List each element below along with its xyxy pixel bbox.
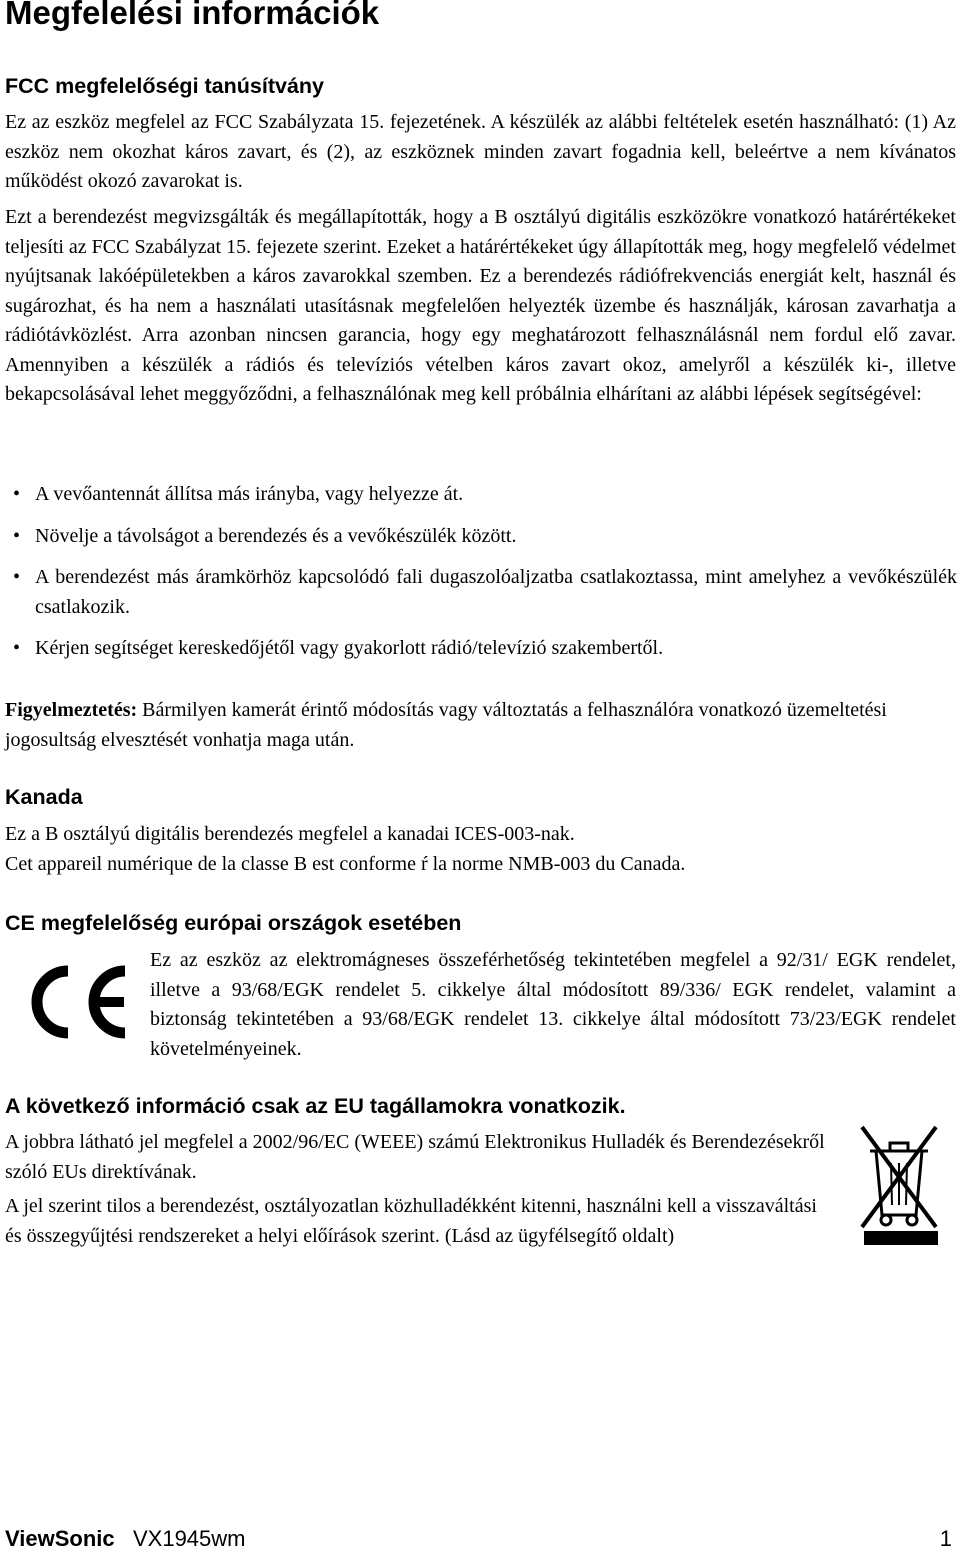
page-title: Megfelelési információk (5, 0, 380, 31)
ce-mark-icon (14, 962, 130, 1042)
list-item-text: A vevőantennát állítsa más irányba, vagy helyezze át. (35, 483, 464, 505)
canada-line-2: Cet appareil numérique de la classe B est conforme ŕ la norme NMB-003 du Canada. (5, 853, 686, 875)
canada-heading: Kanada (5, 785, 83, 809)
warning-label: Figyelmeztetés: (5, 699, 138, 721)
fcc-paragraph-1: Ez az eszköz megfelel az FCC Szabályzata 15. fejezetének. A készülék az alábbi feltételek esetén használható: (1) Az eszköz nem okozhat káros zavart, és (2), az eszköznek minden zavart fogadnia kell, beleértve a nem kívánatos működést okozó zavarokat is. (5, 111, 956, 192)
list-item (5, 634, 957, 664)
list-item-text: Növelje a távolságot a berendezés és a vevőkészülék között. (35, 524, 517, 547)
canada-line-1: Ez a B osztályú digitális berendezés megfelel a kanadai ICES-003-nak. (5, 823, 575, 845)
ce-heading: CE megfelelőség európai országok esetében (5, 911, 462, 935)
warning-text: Bármilyen kamerát érintő módosítás vagy változtatás a felhasználóra vonatkozó üzemeltetési jogosultság elvesztését vonhatja maga után. (5, 699, 887, 751)
list-item-text: A berendezést más áramkörhöz kapcsolódó fali dugaszolóaljzatba csatlakoztassa, mint amelyhez a vevőkészülék csatlakozik. (35, 566, 957, 618)
fcc-bullet-list (5, 480, 957, 676)
footer-page-number: 1 (939, 1526, 952, 1551)
list-item-text: Kérjen segítséget kereskedőjétől vagy gyakorlott rádió/televízió szakembertől. (35, 637, 664, 659)
fcc-warning (5, 696, 956, 755)
fcc-paragraph-2: Ezt a berendezést megvizsgálták és megállapították, hogy a B osztályú digitális eszközökre vonatkozó határértékeket teljesíti az FCC Szabályzat 15. fejezete szerint. Ezeket a határértékeket úgy állapították meg, hogy megfelelő védelmet nyújtsanak lakóépületekben a káros zavarokkal szemben. Ez a berendezés rádiófrekvenciás energiát kelt, használ és sugározhat, és ha nem a használati utasításnak megfelelően helyezték üzembe és használják, károsan zavarhatja a rádiótávközlést. Arra azonban nincsen garancia, hogy egy meghatározott felhasználásnál nem fordul elő zavar. Amennyiben a készülék a rádiós és televíziós vételben káros zavart okoz, amelyről a készülék ki-, illetve bekapcsolásával lehet meggyőződni, a felhasználónak meg kell próbálnia elhárítani az alábbi lépések segítségével: (5, 206, 956, 405)
eu-heading: A következő információ csak az EU tagállamokra vonatkozik. (5, 1094, 626, 1118)
list-item (5, 522, 957, 552)
list-item (5, 480, 957, 510)
fcc-heading: FCC megfelelőségi tanúsítvány (5, 74, 324, 98)
eu-paragraph-2: A jel szerint tilos a berendezést, osztályozatlan közhulladékként kitenni, használni kell a visszaváltási és összegyűjtési rendszereket a helyi előírások szerint. (Lásd az ügyfélsegítő oldalt) (5, 1195, 817, 1247)
list-item (5, 563, 957, 622)
footer-brand-model (5, 1526, 246, 1552)
eu-paragraph-1: A jobbra látható jel megfelel a 2002/96/EC (WEEE) számú Elektronikus Hulladék és Berendezésekről szóló EUs direktívának. (5, 1131, 825, 1183)
footer-model: VX1945wm (132, 1526, 246, 1551)
bullet-icon: • (13, 524, 21, 547)
bullet-icon: • (13, 566, 21, 588)
footer-brand: ViewSonic (5, 1526, 115, 1551)
ce-paragraph: Ez az eszköz az elektromágneses összeférhetőség tekintetében megfelel a 92/31/ EGK rendelet, illetve a 93/68/EGK rendelet 5. cikkelye által módosított 89/336/ EGK rendelet, valamint a biztonság tekintetében a 93/68/EGK rendelet 13. cikkelye által módosított 73/23/EGK rendelet követelményeinek. (150, 949, 956, 1060)
bullet-icon: • (13, 483, 21, 505)
bullet-icon: • (13, 637, 21, 659)
weee-crossed-bin-icon (858, 1123, 940, 1247)
